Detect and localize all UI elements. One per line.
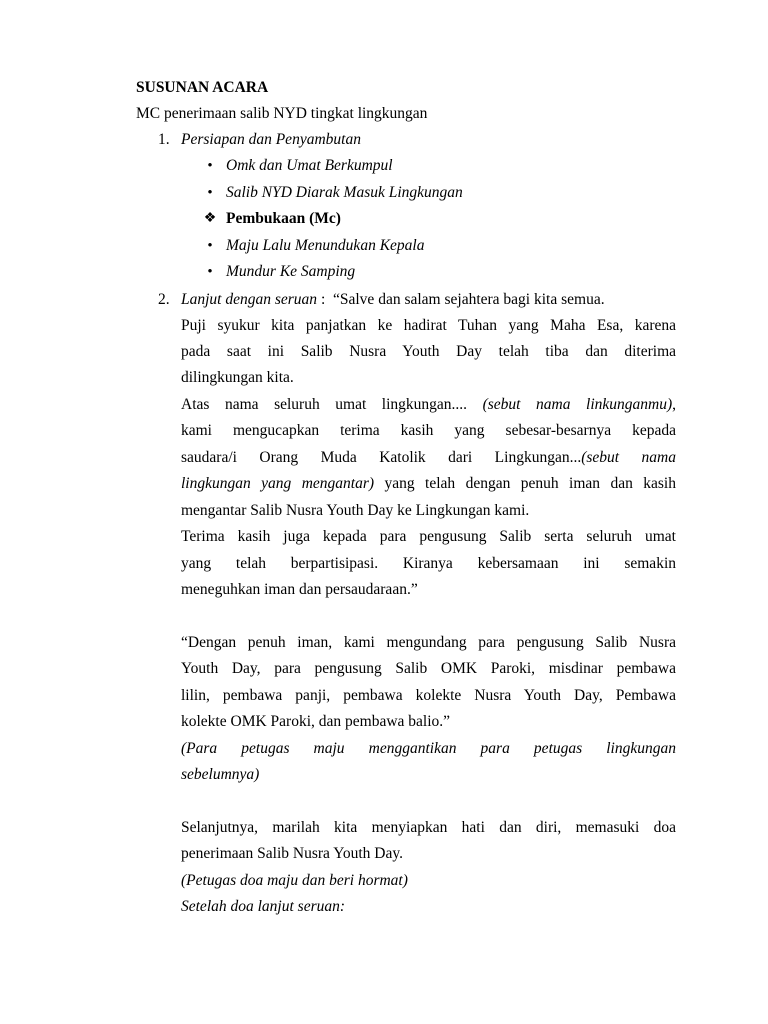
lead-colon: : xyxy=(317,291,333,308)
paragraph-line: kolekte OMK Paroki, dan pembawa balio.” xyxy=(181,713,451,730)
text-run: saudara/i Orang Muda Katolik dari Lingkungan... xyxy=(181,449,582,466)
paragraph-line: lilin, pembawa panji, pembawa kolekte Nusra Youth Day, Pembawa xyxy=(181,687,676,704)
italic-note-line: sebelumnya) xyxy=(181,766,260,783)
bullet-icon: • xyxy=(207,238,213,254)
paragraph-line xyxy=(181,395,676,415)
text-run: yang telah dengan penuh iman dan kasih xyxy=(374,475,676,492)
paragraph-line xyxy=(181,448,676,468)
list-item: Salib NYD Diarak Masuk Lingkungan xyxy=(226,184,463,201)
section-2-lead xyxy=(181,290,605,310)
section-1-number: 1. xyxy=(158,131,170,148)
lead-italic: Lanjut dengan seruan xyxy=(181,291,318,308)
doc-subtitle: MC penerimaan salib NYD tingkat lingkungan xyxy=(136,105,428,122)
paragraph-line: Terima kasih juga kepada para pengusung Salib serta seluruh umat xyxy=(181,528,676,545)
paragraph-line: Puji syukur kita panjatkan ke hadirat Tuhan yang Maha Esa, karena xyxy=(181,317,676,334)
bullet-icon: • xyxy=(207,264,213,280)
italic-note-line: (Para petugas maju menggantikan para petugas lingkungan xyxy=(181,740,676,757)
section-1-heading: Persiapan dan Penyambutan xyxy=(181,131,361,148)
italic-run: (sebut nama linkunganmu) xyxy=(482,396,673,413)
paragraph-line xyxy=(181,474,676,494)
text-run: Atas nama seluruh umat lingkungan.... xyxy=(181,396,483,413)
bullet-icon: • xyxy=(207,185,213,201)
italic-note-line: (Petugas doa maju dan beri hormat) xyxy=(181,872,408,889)
paragraph-line: “Dengan penuh iman, kami mengundang para pengusung Salib Nusra xyxy=(181,634,676,651)
list-item: Maju Lalu Menundukan Kepala xyxy=(226,237,425,254)
paragraph-line: dilingkungan kita. xyxy=(181,369,294,386)
paragraph-line: pada saat ini Salib Nusra Youth Day telah tiba dan diterima xyxy=(181,343,676,360)
italic-run: lingkungan yang mengantar) xyxy=(181,475,375,492)
bullet-icon: • xyxy=(207,158,213,174)
paragraph-line: mengantar Salib Nusra Youth Day ke Lingkungan kami. xyxy=(181,502,530,519)
list-item: Omk dan Umat Berkumpul xyxy=(226,157,393,174)
paragraph-line: penerimaan Salib Nusra Youth Day. xyxy=(181,845,403,862)
lead-quote: “Salve dan salam sejahtera bagi kita semua. xyxy=(333,291,605,308)
doc-title: SUSUNAN ACARA xyxy=(136,79,269,96)
section-2-number: 2. xyxy=(158,291,170,308)
paragraph-line: kami mengucapkan terima kasih yang sebesar-besarnya kepada xyxy=(181,422,676,439)
italic-run: (sebut nama xyxy=(581,449,676,466)
italic-note-line: Setelah doa lanjut seruan: xyxy=(181,898,346,915)
paragraph-line: yang telah berpartisipasi. Kiranya kebersamaan ini semakin xyxy=(181,555,676,572)
diamond-bullet-icon: ❖ xyxy=(203,211,217,226)
paragraph-line: Youth Day, para pengusung Salib OMK Paroki, misdinar pembawa xyxy=(181,660,676,677)
paragraph-line: meneguhkan iman dan persaudaraan.” xyxy=(181,581,418,598)
paragraph-line: Selanjutnya, marilah kita menyiapkan hati dan diri, memasuki doa xyxy=(181,819,676,836)
text-run: , xyxy=(672,396,677,413)
list-item: Pembukaan (Mc) xyxy=(226,210,341,227)
list-item: Mundur Ke Samping xyxy=(226,263,356,280)
